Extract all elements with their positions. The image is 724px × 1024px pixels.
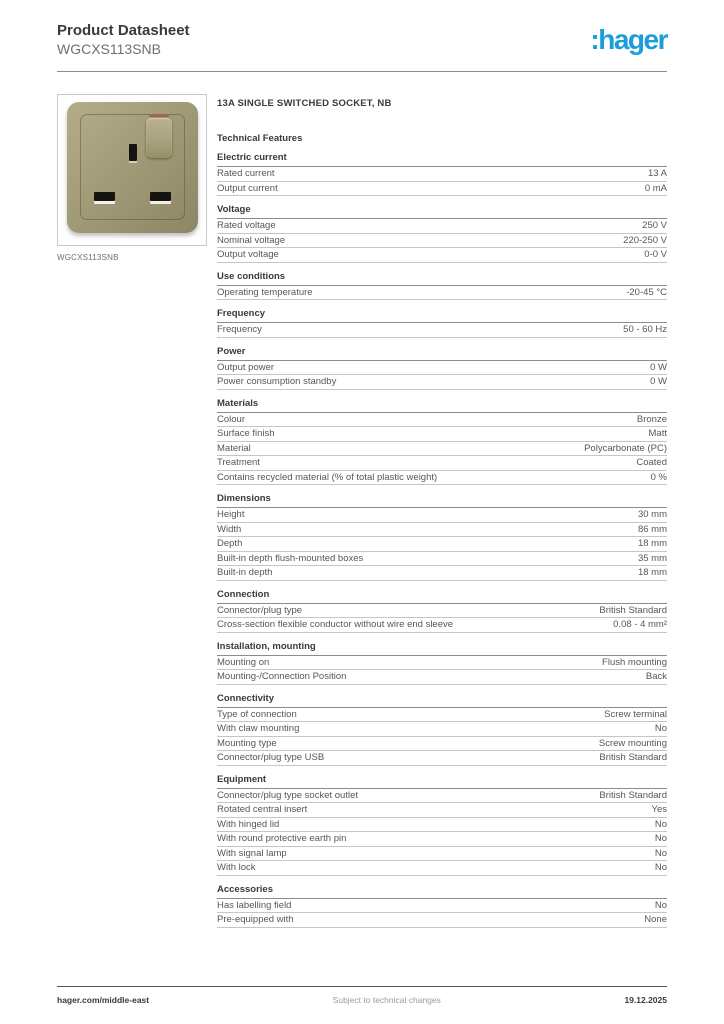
spec-value: 0 mA [644,182,667,194]
spec-value: Yes [651,804,667,816]
section-title: Materials [217,399,667,413]
spec-row [217,537,667,552]
spec-value: Bronze [636,413,667,425]
spec-section [217,694,667,766]
section-title: Voltage [217,205,667,219]
section-title: Connection [217,590,667,604]
spec-row [217,737,667,752]
section-title: Frequency [217,309,667,323]
spec-label: Height [217,509,245,521]
spec-label: Output voltage [217,249,279,261]
spec-value: No [654,833,667,845]
spec-value: 86 mm [637,523,667,535]
spec-section [217,272,667,301]
section-title: Power [217,347,667,361]
footer [57,986,667,1005]
spec-value: 250 V [642,220,667,232]
footer-date: 19.12.2025 [624,995,667,1005]
spec-section [217,347,667,390]
product-column [57,94,207,928]
spec-value: Screw terminal [604,708,667,720]
spec-value: 30 mm [637,509,667,521]
spec-label: With signal lamp [217,847,287,859]
spec-row [217,286,667,301]
spec-row [217,913,667,928]
spec-row [217,789,667,804]
spec-row [217,508,667,523]
section-title: Electric current [217,153,667,167]
spec-label: Rated current [217,168,275,180]
spec-row [217,708,667,723]
spec-value: No [654,723,667,735]
spec-row [217,861,667,876]
section-title: Installation, mounting [217,642,667,656]
spec-label: Rotated central insert [217,804,308,816]
spec-label: Has labelling field [217,899,292,911]
socket-neutral-slot [150,192,171,201]
spec-row [217,375,667,390]
product-photo [57,94,207,246]
spec-value: None [644,914,667,926]
spec-row [217,803,667,818]
socket-earth-slot [129,144,137,161]
spec-label: Output power [217,361,275,373]
spec-label: Mounting-/Connection Position [217,671,347,683]
spec-label: Power consumption standby [217,376,337,388]
spec-label: Pre-equipped with [217,914,294,926]
spec-label: Connector/plug type [217,604,303,616]
spec-row [217,456,667,471]
spec-row [217,219,667,234]
spec-value: British Standard [599,604,667,616]
spec-row [217,182,667,197]
spec-label: Mounting type [217,737,277,749]
spec-row [217,899,667,914]
footer-notice: Subject to technical changes [332,995,441,1005]
spec-row [217,751,667,766]
spec-row [217,818,667,833]
spec-value: 0 % [650,471,667,483]
spec-section [217,399,667,486]
spec-value: Screw mounting [598,737,667,749]
switch-indicator [149,115,169,117]
spec-value: Coated [636,457,667,469]
spec-label: Output current [217,182,278,194]
page-title: Product Datasheet [57,22,190,39]
spec-value: 0 W [650,361,667,373]
spec-row [217,248,667,263]
spec-value: Flush mounting [602,656,667,668]
spec-row [217,442,667,457]
spec-value: No [654,847,667,859]
section-title: Connectivity [217,694,667,708]
spec-label: Connector/plug type socket outlet [217,789,359,801]
spec-label: With lock [217,862,256,874]
header-titles [57,22,190,58]
spec-value: British Standard [599,789,667,801]
header-divider [57,71,667,72]
spec-value: British Standard [599,752,667,764]
spec-section [217,309,667,338]
spec-value: No [654,818,667,830]
hager-logo: :hager [590,24,667,55]
spec-row [217,523,667,538]
spec-label: Frequency [217,324,262,336]
spec-row [217,167,667,182]
section-title: Equipment [217,775,667,789]
spec-value: 0.08 - 4 mm² [613,619,667,631]
spec-label: With round protective earth pin [217,833,347,845]
spec-label: Operating temperature [217,286,313,298]
spec-value: 50 - 60 Hz [623,324,667,336]
spec-sections [217,153,667,928]
spec-label: Nominal voltage [217,234,286,246]
spec-label: Surface finish [217,428,275,440]
spec-label: Rated voltage [217,220,276,232]
spec-row [217,471,667,486]
spec-label: Built-in depth flush-mounted boxes [217,552,364,564]
spec-label: Built-in depth [217,567,273,579]
spec-value: No [654,899,667,911]
spec-label: Material [217,442,251,454]
spec-value: Back [645,671,667,683]
spec-value: Matt [648,428,667,440]
spec-label: With claw mounting [217,723,300,735]
image-caption: WGCXS113SNB [57,253,119,263]
spec-row [217,670,667,685]
spec-value: 0-0 V [644,249,667,261]
spec-label: Depth [217,538,243,550]
spec-section [217,775,667,876]
spec-value: No [654,862,667,874]
spec-row [217,427,667,442]
technical-features-heading: Technical Features [217,133,303,145]
spec-row [217,323,667,338]
spec-label: Colour [217,413,245,425]
spec-row [217,361,667,376]
spec-value: -20-45 °C [626,286,667,298]
product-reference: WGCXS113SNB [57,40,161,57]
spec-value: 13 A [647,168,667,180]
spec-row [217,847,667,862]
header [57,22,667,58]
spec-row [217,832,667,847]
spec-row [217,552,667,567]
spec-label: Cross-section flexible conductor without wire end sleeve [217,619,454,631]
product-title: 13A SINGLE SWITCHED SOCKET, NB [217,98,392,110]
spec-section [217,642,667,685]
spec-label: Width [217,523,242,535]
spec-value: 18 mm [637,538,667,550]
spec-section [217,494,667,581]
section-title: Accessories [217,885,667,899]
spec-label: Type of connection [217,708,297,720]
spec-label: With hinged lid [217,818,280,830]
spec-column [217,94,667,928]
spec-label: Mounting on [217,656,270,668]
socket-live-slot [94,192,115,201]
spec-row [217,722,667,737]
spec-row [217,234,667,249]
spec-row [217,604,667,619]
spec-row [217,656,667,671]
section-title: Dimensions [217,494,667,508]
spec-value: Polycarbonate (PC) [584,442,667,454]
spec-section [217,590,667,633]
spec-label: Treatment [217,457,260,469]
spec-value: 35 mm [637,552,667,564]
spec-label: Contains recycled material (% of total plastic weight) [217,471,438,483]
spec-label: Connector/plug type USB [217,752,325,764]
spec-section [217,153,667,196]
spec-row [217,413,667,428]
spec-value: 0 W [650,376,667,388]
spec-row [217,618,667,633]
spec-section [217,885,667,928]
spec-value: 220-250 V [623,234,667,246]
spec-row [217,566,667,581]
socket-switch [146,118,172,158]
socket-plate [67,102,198,233]
spec-value: 18 mm [637,567,667,579]
footer-website-link[interactable]: hager.com/middle-east [57,995,150,1005]
section-title: Use conditions [217,272,667,286]
spec-section [217,205,667,263]
content [57,94,667,928]
